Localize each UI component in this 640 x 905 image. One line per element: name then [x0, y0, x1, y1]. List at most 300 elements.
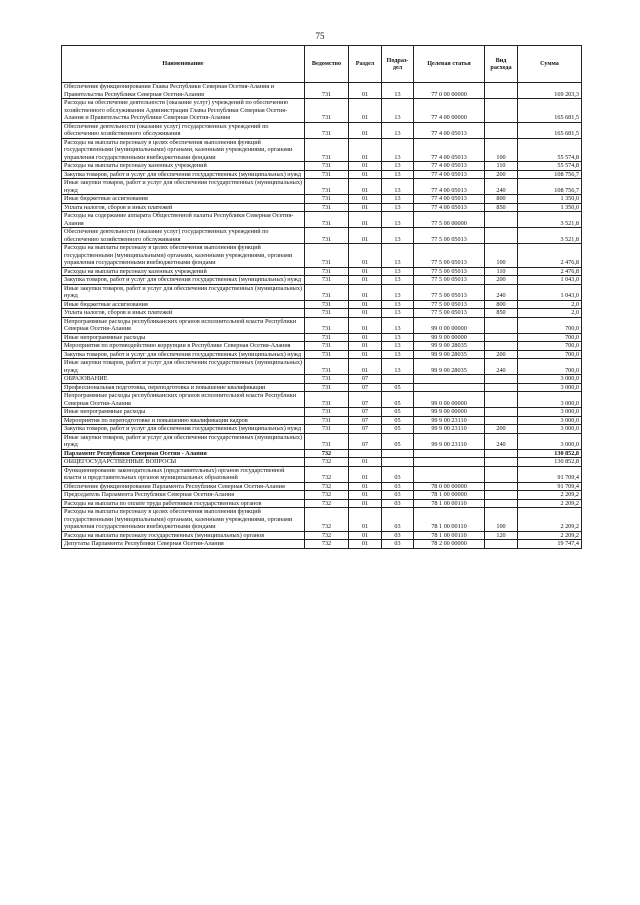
cell-vedomstvo: 731 — [305, 138, 349, 162]
cell-celevaya-statya — [414, 375, 485, 384]
cell-vedomstvo: 731 — [305, 195, 349, 204]
cell-name: Обеспечение функционирования Главы Республики Северная Осетия-Алания и Правительства Республики Северная Осетия-Алания — [62, 83, 305, 99]
table-row — [62, 228, 582, 244]
cell-vid-rashoda — [485, 122, 518, 138]
cell-summa: 55 574,8 — [518, 162, 582, 171]
table-row — [62, 300, 582, 309]
cell-vid-rashoda: 240 — [485, 284, 518, 300]
cell-razdel: 01 — [349, 162, 382, 171]
table-row — [62, 170, 582, 179]
cell-podrazdel: 05 — [382, 383, 414, 392]
cell-celevaya-statya: 77 5 00 05013 — [414, 267, 485, 276]
cell-razdel: 01 — [349, 317, 382, 333]
cell-vid-rashoda — [485, 499, 518, 508]
cell-summa: 3 000,0 — [518, 392, 582, 408]
cell-celevaya-statya: 77 4 00 05013 — [414, 122, 485, 138]
cell-vid-rashoda — [485, 491, 518, 500]
cell-celevaya-statya — [414, 383, 485, 392]
cell-razdel: 01 — [349, 508, 382, 532]
cell-podrazdel: 13 — [382, 244, 414, 268]
table-row — [62, 203, 582, 212]
cell-summa: 700,0 — [518, 317, 582, 333]
cell-summa: 1 350,0 — [518, 195, 582, 204]
header-celevaya-statya: Целевая статья — [414, 46, 485, 83]
cell-summa: 2 209,2 — [518, 508, 582, 532]
cell-podrazdel: 03 — [382, 491, 414, 500]
cell-vid-rashoda: 200 — [485, 350, 518, 359]
cell-podrazdel: 03 — [382, 499, 414, 508]
cell-celevaya-statya: 99 9 00 00000 — [414, 333, 485, 342]
cell-razdel: 01 — [349, 195, 382, 204]
cell-vedomstvo: 731 — [305, 179, 349, 195]
cell-vid-rashoda — [485, 228, 518, 244]
cell-celevaya-statya: 78 1 00 00110 — [414, 499, 485, 508]
cell-vid-rashoda: 240 — [485, 179, 518, 195]
cell-summa: 2 209,2 — [518, 499, 582, 508]
cell-celevaya-statya — [414, 458, 485, 467]
cell-name: Иные бюджетные ассигнования — [62, 300, 305, 309]
cell-name: ОБРАЗОВАНИЕ — [62, 375, 305, 384]
cell-vedomstvo: 732 — [305, 491, 349, 500]
table-row — [62, 195, 582, 204]
header-summa: Сумма — [518, 46, 582, 83]
cell-vid-rashoda: 100 — [485, 508, 518, 532]
cell-vid-rashoda: 850 — [485, 309, 518, 318]
table-row — [62, 333, 582, 342]
cell-podrazdel: 13 — [382, 276, 414, 285]
cell-celevaya-statya: 99 9 00 28035 — [414, 359, 485, 375]
cell-summa: 700,0 — [518, 359, 582, 375]
cell-summa: 2 476,8 — [518, 244, 582, 268]
cell-vid-rashoda — [485, 317, 518, 333]
cell-podrazdel: 13 — [382, 317, 414, 333]
cell-vedomstvo: 731 — [305, 276, 349, 285]
table-row — [62, 482, 582, 491]
cell-vedomstvo: 731 — [305, 212, 349, 228]
cell-vid-rashoda — [485, 466, 518, 482]
cell-name: Обеспечение деятельности (оказание услуг) государственных учреждений по обеспечению хозяйственного обслуживания — [62, 122, 305, 138]
cell-celevaya-statya: 77 4 00 05013 — [414, 138, 485, 162]
cell-razdel: 01 — [349, 212, 382, 228]
cell-name: Председатель Парламента Республики Северная Осетия-Алания — [62, 491, 305, 500]
cell-celevaya-statya: 99 9 00 28035 — [414, 342, 485, 351]
cell-razdel: 01 — [349, 138, 382, 162]
cell-summa: 130 852,8 — [518, 458, 582, 467]
cell-vid-rashoda — [485, 83, 518, 99]
cell-vid-rashoda — [485, 392, 518, 408]
cell-summa: 1 043,0 — [518, 276, 582, 285]
cell-vid-rashoda — [485, 540, 518, 549]
cell-vedomstvo: 731 — [305, 244, 349, 268]
cell-vedomstvo: 731 — [305, 170, 349, 179]
cell-razdel — [349, 449, 382, 458]
cell-vedomstvo: 731 — [305, 83, 349, 99]
table-row — [62, 212, 582, 228]
cell-vid-rashoda — [485, 342, 518, 351]
cell-vedomstvo: 731 — [305, 383, 349, 392]
cell-celevaya-statya: 77 5 00 05013 — [414, 300, 485, 309]
cell-vid-rashoda: 120 — [485, 531, 518, 540]
cell-summa: 2 476,8 — [518, 267, 582, 276]
cell-vedomstvo: 731 — [305, 392, 349, 408]
table-row — [62, 267, 582, 276]
table-row — [62, 375, 582, 384]
cell-celevaya-statya: 99 9 00 00000 — [414, 408, 485, 417]
cell-vid-rashoda — [485, 416, 518, 425]
cell-podrazdel: 13 — [382, 267, 414, 276]
cell-razdel: 07 — [349, 433, 382, 449]
header-razdel: Раздел — [349, 46, 382, 83]
cell-vedomstvo: 732 — [305, 540, 349, 549]
cell-name: Расходы на выплаты персоналу казенных учреждений — [62, 162, 305, 171]
cell-summa: 108 756,7 — [518, 170, 582, 179]
cell-name: Закупка товаров, работ и услуг для обеспечения государственных (муниципальных) нужд — [62, 425, 305, 434]
table-row — [62, 433, 582, 449]
cell-razdel: 07 — [349, 416, 382, 425]
cell-podrazdel: 13 — [382, 83, 414, 99]
cell-celevaya-statya: 77 4 00 05013 — [414, 179, 485, 195]
cell-summa: 3 000,0 — [518, 416, 582, 425]
table-row — [62, 122, 582, 138]
cell-razdel: 01 — [349, 540, 382, 549]
cell-podrazdel: 13 — [382, 333, 414, 342]
cell-name: Парламент Республики Северная Осетия - Алания — [62, 449, 305, 458]
cell-name: Иные закупки товаров, работ и услуг для обеспечения государственных (муниципальных) нужд — [62, 359, 305, 375]
header-podrazdel: Подраз-дел — [382, 46, 414, 83]
cell-vid-rashoda: 100 — [485, 138, 518, 162]
table-row — [62, 179, 582, 195]
table-row — [62, 99, 582, 123]
cell-razdel: 01 — [349, 300, 382, 309]
cell-name: Расходы на выплаты персоналу в целях обеспечения выполнения функций государственными (муниципальными) органами, казенными учреждениями, органами управления государственными внебюджетными фондами — [62, 244, 305, 268]
cell-name: Расходы на выплаты персоналу в целях обеспечения выполнения функций государственными (муниципальными) органами, казенными учреждениями, органами управления государственными внебюджетными фондами — [62, 138, 305, 162]
cell-vedomstvo: 731 — [305, 359, 349, 375]
cell-podrazdel: 13 — [382, 342, 414, 351]
table-row — [62, 499, 582, 508]
table-row — [62, 317, 582, 333]
cell-razdel: 07 — [349, 383, 382, 392]
cell-summa: 1 043,0 — [518, 284, 582, 300]
cell-name: Иные закупки товаров, работ и услуг для обеспечения государственных (муниципальных) нужд — [62, 433, 305, 449]
cell-name: Расходы на выплаты персоналу государственных (муниципальных) органов — [62, 531, 305, 540]
cell-summa: 3 521,8 — [518, 212, 582, 228]
cell-summa: 700,0 — [518, 333, 582, 342]
cell-summa: 3 000,0 — [518, 425, 582, 434]
cell-podrazdel: 13 — [382, 284, 414, 300]
cell-summa: 55 574,8 — [518, 138, 582, 162]
cell-podrazdel: 03 — [382, 531, 414, 540]
table-row — [62, 244, 582, 268]
cell-vedomstvo: 732 — [305, 508, 349, 532]
table-row — [62, 276, 582, 285]
cell-razdel: 07 — [349, 375, 382, 384]
cell-vedomstvo: 731 — [305, 122, 349, 138]
cell-celevaya-statya: 78 1 00 00110 — [414, 508, 485, 532]
cell-vedomstvo: 731 — [305, 162, 349, 171]
table-row — [62, 342, 582, 351]
cell-vedomstvo: 731 — [305, 416, 349, 425]
cell-vid-rashoda — [485, 333, 518, 342]
cell-razdel: 01 — [349, 83, 382, 99]
cell-summa: 165 681,5 — [518, 99, 582, 123]
cell-podrazdel: 13 — [382, 99, 414, 123]
cell-razdel: 01 — [349, 309, 382, 318]
header-vedomstvo: Ведомство — [305, 46, 349, 83]
cell-summa: 2 209,2 — [518, 531, 582, 540]
cell-razdel: 07 — [349, 392, 382, 408]
cell-vid-rashoda — [485, 383, 518, 392]
cell-vid-rashoda: 850 — [485, 203, 518, 212]
cell-razdel: 01 — [349, 491, 382, 500]
cell-celevaya-statya: 99 9 00 23110 — [414, 416, 485, 425]
cell-vid-rashoda: 800 — [485, 195, 518, 204]
cell-name: Расходы на выплаты персоналу казенных учреждений — [62, 267, 305, 276]
cell-razdel: 01 — [349, 333, 382, 342]
table-row — [62, 359, 582, 375]
cell-name: Уплата налогов, сборов и иных платежей — [62, 309, 305, 318]
cell-vid-rashoda: 200 — [485, 425, 518, 434]
cell-summa: 3 000,0 — [518, 383, 582, 392]
table-row — [62, 309, 582, 318]
cell-podrazdel: 05 — [382, 425, 414, 434]
cell-summa: 2 209,2 — [518, 491, 582, 500]
cell-podrazdel — [382, 458, 414, 467]
cell-celevaya-statya: 77 4 00 05013 — [414, 162, 485, 171]
cell-vedomstvo: 732 — [305, 449, 349, 458]
cell-name: Обеспечение функционирования Парламента Республики Северная Осетия-Алания — [62, 482, 305, 491]
cell-vedomstvo: 732 — [305, 531, 349, 540]
cell-vedomstvo: 731 — [305, 309, 349, 318]
cell-name: ОБЩЕГОСУДАРСТВЕННЫЕ ВОПРОСЫ — [62, 458, 305, 467]
cell-name: Закупка товаров, работ и услуг для обеспечения государственных (муниципальных) нужд — [62, 350, 305, 359]
cell-summa: 108 756,7 — [518, 179, 582, 195]
cell-vid-rashoda: 800 — [485, 300, 518, 309]
cell-podrazdel: 03 — [382, 540, 414, 549]
table-row — [62, 350, 582, 359]
cell-celevaya-statya: 78 1 00 00110 — [414, 531, 485, 540]
cell-summa: 3 521,8 — [518, 228, 582, 244]
cell-podrazdel: 13 — [382, 170, 414, 179]
cell-vedomstvo: 731 — [305, 408, 349, 417]
cell-podrazdel: 13 — [382, 195, 414, 204]
cell-summa: 91 709,4 — [518, 482, 582, 491]
cell-summa: 2,0 — [518, 309, 582, 318]
cell-vedomstvo: 732 — [305, 482, 349, 491]
cell-vid-rashoda — [485, 408, 518, 417]
cell-name: Депутаты Парламента Республики Северная Осетия-Алания — [62, 540, 305, 549]
cell-name: Уплата налогов, сборов и иных платежей — [62, 203, 305, 212]
cell-vedomstvo: 732 — [305, 466, 349, 482]
cell-vid-rashoda — [485, 482, 518, 491]
cell-vedomstvo: 731 — [305, 284, 349, 300]
cell-vedomstvo: 731 — [305, 267, 349, 276]
cell-celevaya-statya: 99 0 00 00000 — [414, 392, 485, 408]
table-header-row — [62, 46, 582, 83]
cell-razdel: 01 — [349, 284, 382, 300]
table-row — [62, 491, 582, 500]
cell-razdel: 01 — [349, 350, 382, 359]
cell-name: Иные непрограммные расходы — [62, 333, 305, 342]
page-number: 75 — [315, 31, 325, 41]
cell-razdel: 01 — [349, 482, 382, 491]
table-row — [62, 531, 582, 540]
cell-vedomstvo: 731 — [305, 350, 349, 359]
cell-vedomstvo: 731 — [305, 425, 349, 434]
cell-podrazdel: 03 — [382, 482, 414, 491]
cell-razdel: 01 — [349, 179, 382, 195]
cell-razdel: 01 — [349, 122, 382, 138]
cell-razdel: 01 — [349, 276, 382, 285]
cell-podrazdel: 13 — [382, 300, 414, 309]
table-row — [62, 284, 582, 300]
cell-celevaya-statya: 78 1 00 00000 — [414, 491, 485, 500]
cell-celevaya-statya: 99 0 00 00000 — [414, 317, 485, 333]
cell-name: Расходы на содержание аппарата Общественной палаты Республики Северная Осетия-Алания — [62, 212, 305, 228]
cell-name: Расходы на выплаты персоналу в целях обеспечения выполнения функций государственными (муниципальными) органами, казенными учреждениями, органами управления государственными внебюджетными фондами — [62, 508, 305, 532]
cell-podrazdel: 05 — [382, 392, 414, 408]
cell-celevaya-statya: 78 2 00 00000 — [414, 540, 485, 549]
cell-name: Мероприятия по противодействию коррупции в Республике Северная Осетия-Алания — [62, 342, 305, 351]
cell-celevaya-statya: 77 5 00 05013 — [414, 276, 485, 285]
cell-name: Мероприятия по переподготовке и повышению квалификации кадров — [62, 416, 305, 425]
cell-summa: 700,0 — [518, 342, 582, 351]
cell-razdel: 07 — [349, 408, 382, 417]
cell-razdel: 01 — [349, 99, 382, 123]
cell-celevaya-statya: 77 5 00 05013 — [414, 228, 485, 244]
cell-podrazdel: 13 — [382, 228, 414, 244]
cell-name: Иные непрограммные расходы — [62, 408, 305, 417]
cell-podrazdel: 13 — [382, 179, 414, 195]
cell-summa: 1 350,0 — [518, 203, 582, 212]
cell-razdel: 01 — [349, 458, 382, 467]
cell-celevaya-statya: 77 5 00 05013 — [414, 284, 485, 300]
cell-summa: 3 000,0 — [518, 433, 582, 449]
table-row — [62, 83, 582, 99]
cell-vedomstvo: 732 — [305, 499, 349, 508]
cell-vedomstvo: 731 — [305, 228, 349, 244]
cell-podrazdel: 13 — [382, 122, 414, 138]
cell-vedomstvo: 731 — [305, 317, 349, 333]
cell-podrazdel — [382, 449, 414, 458]
cell-podrazdel: 05 — [382, 433, 414, 449]
cell-podrazdel: 13 — [382, 309, 414, 318]
cell-razdel: 01 — [349, 531, 382, 540]
cell-vid-rashoda: 240 — [485, 433, 518, 449]
cell-podrazdel: 13 — [382, 350, 414, 359]
cell-celevaya-statya: 99 9 00 23110 — [414, 433, 485, 449]
table-row — [62, 449, 582, 458]
table-row — [62, 416, 582, 425]
cell-name: Непрограммные расходы республиканских органов исполнительной власти Республики Северная Осетия-Алания — [62, 392, 305, 408]
cell-celevaya-statya: 77 4 00 00000 — [414, 99, 485, 123]
cell-podrazdel: 03 — [382, 508, 414, 532]
cell-podrazdel: 13 — [382, 212, 414, 228]
table-row — [62, 408, 582, 417]
cell-razdel: 01 — [349, 244, 382, 268]
table-row — [62, 458, 582, 467]
cell-celevaya-statya: 99 9 00 23110 — [414, 425, 485, 434]
table-row — [62, 466, 582, 482]
cell-celevaya-statya: 78 0 00 00000 — [414, 482, 485, 491]
cell-name: Закупка товаров, работ и услуг для обеспечения государственных (муниципальных) нужд — [62, 170, 305, 179]
cell-celevaya-statya — [414, 466, 485, 482]
cell-celevaya-statya: 77 5 00 00000 — [414, 212, 485, 228]
cell-vedomstvo: 731 — [305, 99, 349, 123]
table-body — [62, 83, 582, 549]
cell-name: Непрограммные расходы республиканских органов исполнительной власти Республики Северная Осетия-Алания — [62, 317, 305, 333]
cell-name: Расходы на обеспечение деятельности (оказание услуг) учреждений по обеспечению хозяйственного обслуживания Администрации Главы Республики Северная Осетия-Алания и Правительства Республики Северная Осетия-Алания — [62, 99, 305, 123]
cell-razdel: 01 — [349, 359, 382, 375]
budget-table — [61, 45, 582, 549]
cell-summa: 130 852,8 — [518, 449, 582, 458]
cell-razdel: 01 — [349, 170, 382, 179]
cell-podrazdel: 13 — [382, 162, 414, 171]
cell-name: Функционирование законодательных (представительных) органов государственной власти и представительных органов муниципальных образований — [62, 466, 305, 482]
cell-vid-rashoda — [485, 375, 518, 384]
cell-vid-rashoda — [485, 99, 518, 123]
cell-summa: 91 709,4 — [518, 466, 582, 482]
cell-celevaya-statya: 77 4 00 05013 — [414, 203, 485, 212]
cell-podrazdel: 03 — [382, 466, 414, 482]
cell-vid-rashoda: 200 — [485, 276, 518, 285]
cell-name: Профессиональная подготовка, переподготовка и повышение квалификации — [62, 383, 305, 392]
cell-vid-rashoda — [485, 458, 518, 467]
cell-razdel: 01 — [349, 499, 382, 508]
cell-razdel: 01 — [349, 203, 382, 212]
cell-name: Обеспечение деятельности (оказание услуг) государственных учреждений по обеспечению хозяйственного обслуживания — [62, 228, 305, 244]
cell-celevaya-statya — [414, 449, 485, 458]
table-row — [62, 162, 582, 171]
cell-razdel: 01 — [349, 466, 382, 482]
cell-celevaya-statya: 77 5 00 05013 — [414, 309, 485, 318]
cell-vedomstvo: 731 — [305, 375, 349, 384]
cell-vid-rashoda: 100 — [485, 244, 518, 268]
cell-podrazdel — [382, 375, 414, 384]
header-vid-rashoda: Вид расхода — [485, 46, 518, 83]
cell-podrazdel: 05 — [382, 408, 414, 417]
cell-summa: 3 000,0 — [518, 408, 582, 417]
cell-vedomstvo: 731 — [305, 333, 349, 342]
cell-razdel: 01 — [349, 342, 382, 351]
cell-celevaya-statya: 77 4 00 05013 — [414, 195, 485, 204]
cell-razdel: 07 — [349, 425, 382, 434]
cell-podrazdel: 05 — [382, 416, 414, 425]
cell-name: Расходы на выплаты по оплате труда работников государственных органов — [62, 499, 305, 508]
cell-summa: 3 000,0 — [518, 375, 582, 384]
cell-name: Иные закупки товаров, работ и услуг для обеспечения государственных (муниципальных) нужд — [62, 179, 305, 195]
table-row — [62, 138, 582, 162]
table-row — [62, 508, 582, 532]
cell-celevaya-statya: 99 9 00 28035 — [414, 350, 485, 359]
cell-summa: 19 747,4 — [518, 540, 582, 549]
cell-name: Иные бюджетные ассигнования — [62, 195, 305, 204]
cell-name: Иные закупки товаров, работ и услуг для обеспечения государственных (муниципальных) нужд — [62, 284, 305, 300]
table-row — [62, 540, 582, 549]
table-row — [62, 392, 582, 408]
cell-vid-rashoda: 110 — [485, 267, 518, 276]
cell-podrazdel: 13 — [382, 359, 414, 375]
cell-vedomstvo: 732 — [305, 458, 349, 467]
cell-vid-rashoda — [485, 449, 518, 458]
table-row — [62, 383, 582, 392]
cell-podrazdel: 13 — [382, 203, 414, 212]
cell-vedomstvo: 731 — [305, 342, 349, 351]
cell-vid-rashoda: 200 — [485, 170, 518, 179]
table-row — [62, 425, 582, 434]
cell-celevaya-statya: 77 0 00 00000 — [414, 83, 485, 99]
cell-vid-rashoda: 240 — [485, 359, 518, 375]
cell-summa: 700,0 — [518, 350, 582, 359]
